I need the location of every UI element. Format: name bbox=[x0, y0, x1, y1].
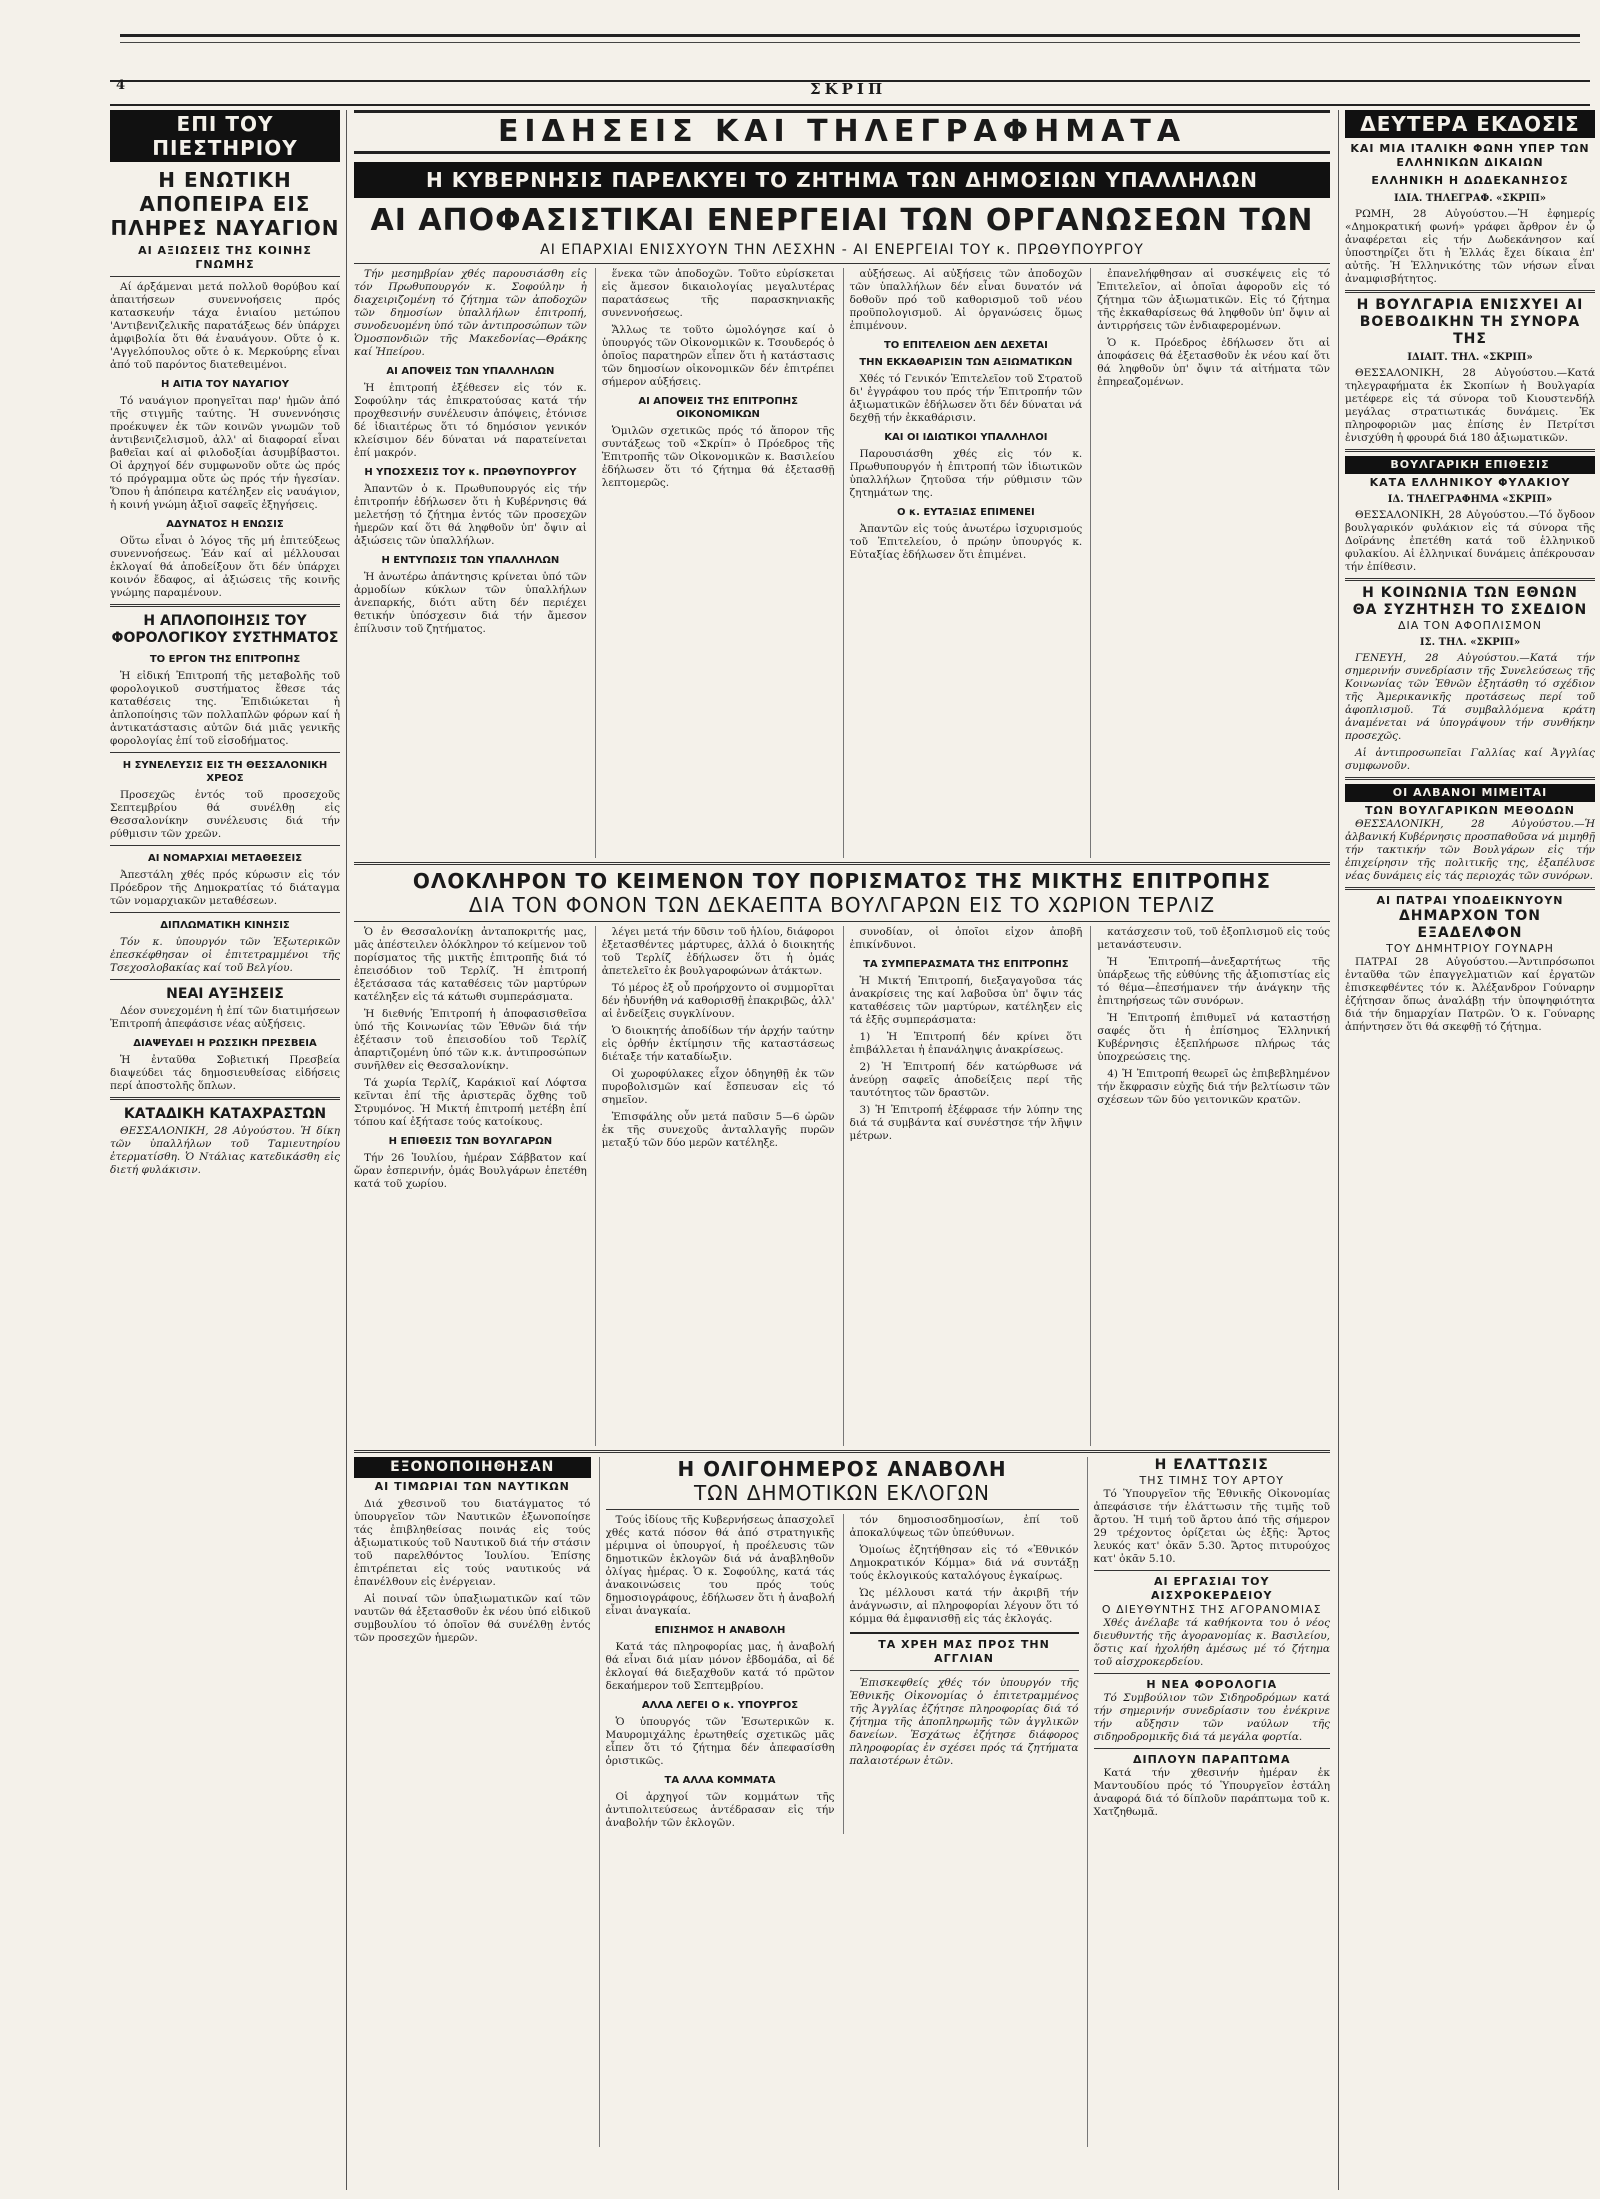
story-1-sub-7: Ο κ. ΕΥΤΑΞΙΑΣ ΕΠΙΜΕΝΕΙ bbox=[897, 507, 1035, 518]
right-title-5: ΒΟΥΛΓΑΡΙΚΗ ΕΠΙΘΕΣΙΣ bbox=[1345, 456, 1595, 474]
story-2-p16: Ἡ Ἐπιτροπή—ἀνεξαρτήτως τῆς ὑπάρξεως τῆς εὐθύνης τῆς ἀξιοπιστίας εἰς τό θέμα—ἐπεσήμανεν τήν ἀνάγκην τῆς ἐπιτηρήσεως τῶν συνόρων. bbox=[1097, 956, 1330, 1007]
paper-name: ΣΚΡΙΠ bbox=[810, 80, 887, 98]
right-para-1: ΡΩΜΗ, 28 Αὐγούστου.—Ἡ ἐφημερίς «Δημοκρατική φωνή» γράφει ἄρθρον ἐν ᾧ ἀναφέρεται εἰς τήν Δωδεκάνησον καί ὑποστηρίζει ὅτι ἡ Ἑλλάς ἔχει δίκαια ἐπ' αὐτῆς. Ἡ Ἑλληνικότης τῶν νήσων εἶναι ἀναμφισβήτητος. bbox=[1345, 208, 1595, 285]
story-1-col-4 bbox=[1090, 268, 1330, 858]
left-para-8: Δέον συνεχομένη ἡ ἐπί τῶν διατιμήσεων Ἐπιτροπή ἀπεφάσισε νέας αὐξήσεις. bbox=[110, 1005, 340, 1030]
right-title-7: ΟΙ ΑΛΒΑΝΟΙ ΜΙΜΕΙΤΑΙ bbox=[1345, 784, 1595, 802]
top-rule-thin bbox=[120, 42, 1580, 43]
story-1-sub-5b: ΤΗΝ ΕΚΚΑΘΑΡΙΣΙΝ ΤΩΝ ΑΞΙΩΜΑΤΙΚΩΝ bbox=[859, 357, 1073, 368]
left-title-2: Η ΕΝΩΤΙΚΗ ΑΠΟΠΕΙΡΑ ΕΙΣ ΠΛΗΡΕΣ ΝΑΥΑΓΙΟΝ bbox=[110, 168, 340, 240]
elections-sub-3: ΤΑ ΑΛΛΑ ΚΟΜΜΑΤΑ bbox=[664, 1775, 776, 1786]
left-sub-2: ΑΔΥΝΑΤΟΣ Η ΕΝΩΣΙΣ bbox=[166, 519, 284, 530]
right-para-3: ΘΕΣΣΑΛΟΝΙΚΗ, 28 Αὐγούστου.—Τό ὄγδοον βουλγαρικόν φυλάκιον εἰς τά σύνορα τῆς Δοϊράνης ἐπετέθη κατά τοῦ ἑλληνικοῦ φυλακίου. Αἱ ἑλληνικαί δυνάμεις ἀπέκρουσαν τήν ἐπίθεσιν. bbox=[1345, 509, 1595, 573]
story-1-p6: Ἄλλως τε τοῦτο ὡμολόγησε καί ὁ ὑπουργός τῶν Οἰκονομικῶν κ. Τσουδερός ὁ ὁποῖος παρατηρῶν εἶπεν ὅτι ἡ κατάστασις τῶν δημοσίων οἰκονομικῶν δέν ἐπιτρέπει σήμερον αὐξήσεις. bbox=[601, 324, 835, 388]
left-para-5: Προσεχῶς ἐντός τοῦ προσεχοῦς Σεπτεμβρίου θά συνέλθῃ εἰς Θεσσαλονίκην συνέλευσις διά τήν ρύθμισιν τῶν χρεῶν. bbox=[110, 789, 340, 840]
offense-p1: Κατά τήν χθεσινήν ἡμέραν ἐκ Μαντουδίου πρός τό Ὑπουργεῖον ἐστάλη ἀναφορά διά τό δίπλοῦν παράπτωμα τοῦ κ. Χατζηθωμᾶ. bbox=[1093, 1767, 1330, 1818]
elections-head-2: ΤΩΝ ΔΗΜΟΤΙΚΩΝ ΕΚΛΟΓΩΝ bbox=[694, 1481, 990, 1505]
story-1-sub-5: ΤΟ ΕΠΙΤΕΛΕΙΟΝ ΔΕΝ ΔΕΧΕΤΑΙ bbox=[883, 340, 1048, 351]
tax-p1: Τό Συμβούλιον τῶν Σιδηροδρόμων κατά τήν σημερινήν συνεδρίασιν του ἐνέκρινε τήν αὔξησιν τῶν ναύλων τῆς σιδηροδρομικῆς διά τά μεγάλα φορτία. bbox=[1093, 1692, 1330, 1743]
debts-p1: Ἐπισκεφθείς χθές τόν ὑπουργόν τῆς Ἐθνικῆς Οἰκονομίας ὁ ἐπιτετραμμένος τῆς Ἀγγλίας ἐζήτησε πληροφορίας διά τό ζήτημα τῆς ἀποπληρωμῆς τῶν ἀγγλικῶν δανείων. Ἐσχάτως ἐζήτησε διάφορος πληροφορίας ἐν σχέσει πρός τά ζητήματα παλαιοτέρων ἐτῶν. bbox=[849, 1677, 1079, 1767]
right-para-5: ΘΕΣΣΑΛΟΝΙΚΗ, 28 Αὐγούστου.—Ἡ ἀλβανική Κυβέρνησις προσπαθοῦσα νά μιμηθῇ τήν τακτικήν τῶν Βουλγάρων εἰς τήν ἐπιχείρησιν τῆς πολιτικῆς της, ἐξαπέλυσε νέας δυνάμεις εἰς τάς περιοχάς τῶν συνόρων. bbox=[1345, 818, 1595, 882]
page-number: 4 bbox=[116, 78, 126, 93]
center-area bbox=[354, 110, 1330, 2190]
story-1-col-3 bbox=[843, 268, 1083, 858]
story-1-p9: Χθές τό Γενικόν Ἐπιτελεῖον τοῦ Στρατοῦ δι' ἐγγράφου του πρός τήν Ἐπιτροπήν τῶν ἀξιωματικῶν ἐδήλωσεν ὅτι δέν δύναται νά δεχθῇ τήν ἐκκαθάρισιν. bbox=[849, 373, 1083, 424]
story-1-lead: Τήν μεσημβρίαν χθές παρουσιάσθη εἰς τόν Πρωθυπουργόν κ. Σοφούλην ἡ διαχειριζομένη τό ζήτημα τῶν ἀποδοχῶν τῶν δημοσίων ὑπαλλήλων ἐπιτροπή, συνοδευομένη ὑπό τῶν ἀντιπροσώπων τῶν Ὁμοσπονδιῶν τῆς Μακεδονίας—Θράκης καί Ἠπείρου. bbox=[354, 268, 587, 358]
debts-head: ΤΑ ΧΡΕΗ ΜΑΣ ΠΡΟΣ ΤΗΝ ΑΓΓΛΙΑΝ bbox=[878, 1638, 1050, 1665]
center-head-5: ΔΙΑ ΤΟΝ ΦΟΝΟΝ ΤΩΝ ΔΕΚΑΕΠΤΑ ΒΟΥΛΓΑΡΩΝ ΕΙΣ ΤΟ ΧΩΡΙΟΝ ΤΕΡΛΙΖ bbox=[468, 893, 1216, 917]
right-para-4b: Αἱ ἀντιπροσωπεῖαι Γαλλίας καί Ἀγγλίας συμφωνοῦν. bbox=[1345, 747, 1595, 772]
story-2-p10: συνοδίαν, οἱ ὁποῖοι εἶχον ἀποβῆ ἐπικίνδυνοι. bbox=[849, 926, 1083, 951]
story-1-p12: ἐπανελήφθησαν αἱ συσκέψεις εἰς τό Ἐπιτελεῖον, αἱ ὁποῖαι ἀφοροῦν εἰς τό ζήτημα τῶν ἀξιωματικῶν. Εἰς τό ζήτημα τῆς ἐκκαθαρίσεως θά ληφθοῦν ὑπ' ὄψιν αἱ ἀντιρρήσεις τῶν ἐνδιαφερομένων. bbox=[1097, 268, 1330, 332]
newspaper-page bbox=[110, 20, 1595, 2190]
navy-head: ΕΞΟΝΟΠΟΙΗΘΗΣΑΝ bbox=[354, 1457, 591, 1478]
right-agency-2: ΙΔΙΑΙΤ. ΤΗΛ. «ΣΚΡΙΠ» bbox=[1407, 352, 1533, 363]
right-title-6c: ΔΙΑ ΤΟΝ ΑΦΟΠΛΙΣΜΟΝ bbox=[1397, 619, 1543, 632]
left-para-4: Ἡ εἰδική Ἐπιτροπή τῆς μεταβολῆς τοῦ φορολογικοῦ συστήματος ἔθεσε τάς καταθέσεις της. Ἐπιδιώκεται ἡ ἀπλοποίησις τῶν πολλαπλῶν φόρων καί ἡ ἀντικατάστασις αὐτῶν διά μιᾶς γενικῆς φορολογίας ἐπί τοῦ εἰσοδήματος. bbox=[110, 670, 340, 747]
story-2-sub-1: Η ΕΠΙΘΕΣΙΣ ΤΩΝ ΒΟΥΛΓΑΡΩΝ bbox=[388, 1136, 553, 1147]
left-sub-1: Η ΑΙΤΙΑ ΤΟΥ ΝΑΥΑΓΙΟΥ bbox=[160, 379, 290, 390]
center-head-4: ΟΛΟΚΛΗΡΟΝ ΤΟ ΚΕΙΜΕΝΟΝ ΤΟΥ ΠΟΡΙΣΜΑΤΟΣ ΤΗΣ ΜΙΚΤΗΣ ΕΠΙΤΡΟΠΗΣ bbox=[412, 869, 1272, 893]
left-column bbox=[110, 110, 347, 2190]
story-2-p3: Τά χωρία Τερλίζ, Καράκιοϊ καί Λόφτσα κεῖνται ἐπί τῆς ἀριστερᾶς ὄχθης τοῦ Στρυμόνος. Ἡ Μικτή ἐπιτροπή μετέβη ἐπί τόπου καί ἐξήτασε τούς κατοίκους. bbox=[354, 1077, 587, 1128]
right-title-7b: ΤΩΝ ΒΟΥΛΓΑΡΙΚΩΝ ΜΕΘΟΔΩΝ bbox=[1365, 804, 1575, 817]
story-1-p2: Ἡ ἐπιτροπή ἐξέθεσεν εἰς τόν κ. Σοφούλην τάς ἐπικρατούσας κατά τήν προχθεσινήν συνέλευσιν ἀπόψεις, ἐτόνισε δέ ἰδιαιτέρως ὅτι τό δημόσιον γενικόν κλείσιμον δέν δύναται νά παρατείνεται ἐπί μακρόν. bbox=[354, 382, 587, 459]
left-para-10: ΘΕΣΣΑΛΟΝΙΚΗ, 28 Αὐγούστου. Ἡ δίκη τῶν ὑπαλλήλων τοῦ Ταμιευτηρίου ἐτερματίσθη. Ὁ Ντάλιας κατεδικάσθη εἰς διετή φυλάκισιν. bbox=[110, 1125, 340, 1176]
center-head-3: ΑΙ ΕΠΑΡΧΙΑΙ ΕΝΙΣΧΥΟΥΝ ΤΗΝ ΛΕΣΧΗΝ - ΑΙ ΕΝΕΡΓΕΙΑΙ ΤΟΥ κ. ΠΡΩΘΥΠΟΥΡΓΟΥ bbox=[540, 242, 1144, 258]
left-title-3: ΑΙ ΑΞΙΩΣΕΙΣ ΤΗΣ ΚΟΙΝΗΣ ΓΝΩΜΗΣ bbox=[138, 244, 312, 271]
right-para-2: ΘΕΣΣΑΛΟΝΙΚΗ, 28 Αὐγούστου.—Κατά τηλεγραφήματα ἐκ Σκοπίων ἡ Βουλγαρία μετέφερε εἰς τά σύνορα τοῦ Κιουστενδήλ μεγάλας στρατιωτικάς δυνάμεις. Ἐκ πληροφοριῶν μας ἐπίσης ἐν Πετρίτσι ἐνισχύθη ἡ φρουρά διά 180 ἀξιωματικῶν. bbox=[1345, 367, 1595, 444]
elections-p7: Ὡς μέλλουσι κατά τήν ἀκριβῆ τήν ἀνάγνωσιν, αἱ πληροφορίαι λέγουν ὅτι τό κόμμα θά ἐμφανισθῇ εἰς τάς ἐκλογάς. bbox=[849, 1587, 1079, 1625]
left-title-5: Η ΣΥΝΕΛΕΥΣΙΣ ΕΙΣ ΤΗ ΘΕΣΣΑΛΟΝΙΚΗ ΧΡΕΟΣ bbox=[122, 760, 328, 784]
story-2-p6: Τό μέρος ἐξ οὗ προήρχοντο οἱ συμμορῖται δέν ἠδυνήθη νά καθορισθῇ ἐπακριβῶς, ἀλλ' αἱ ἐνδείξεις συγκλίνουν. bbox=[601, 982, 835, 1020]
right-title-3: ΕΛΛΗΝΙΚΗ Η ΔΩΔΕΚΑΝΗΣΟΣ bbox=[1371, 174, 1569, 187]
elections-sub-2: ΑΛΛΑ ΛΕΓΕΙ Ο κ. ΥΠΟΥΡΓΟΣ bbox=[641, 1700, 799, 1711]
elections-p4: Οἱ ἀρχηγοί τῶν κομμάτων τῆς ἀντιπολιτεύσεως ἀντέδρασαν εἰς τήν ἀναβολήν τῶν ἐκλογῶν. bbox=[605, 1791, 835, 1829]
story-1-p10: Παρουσιάσθη χθές εἰς τόν κ. Πρωθυπουργόν ἡ ἐπιτροπή τῶν ἰδιωτικῶν ὑπαλλήλων ζητοῦσα τήν ρύθμισιν τῶν ζητημάτων της. bbox=[849, 448, 1083, 499]
profiteer-head-2: Ο ΔΙΕΥΘΥΝΤΗΣ ΤΗΣ ΑΓΟΡΑΝΟΜΙΑΣ bbox=[1101, 1603, 1322, 1616]
story-1-p5: ἕνεκα τῶν ἀποδοχῶν. Τοῦτο εὑρίσκεται εἰς ἄμεσον δικαιολογίας μεγαλυτέρας παρατάσεως τῆς παρασκηνιακῆς συνεννοήσεως. bbox=[601, 268, 835, 319]
right-title-6: Η ΚΟΙΝΩΝΙΑ ΤΩΝ ΕΘΝΩΝ bbox=[1362, 585, 1578, 601]
center-head-1: Η ΚΥΒΕΡΝΗΣΙΣ ΠΑΡΕΛΚΥΕΙ ΤΟ ΖΗΤΗΜΑ ΤΩΝ ΔΗΜΟΣΙΩΝ ΥΠΑΛΛΗΛΩΝ bbox=[354, 162, 1330, 198]
left-title-1: ΕΠΙ ΤΟΥ ΠΙΕΣΤΗΡΙΟΥ bbox=[110, 110, 340, 162]
left-title-8: ΝΕΑΙ ΑΥΞΗΣΕΙΣ bbox=[166, 986, 284, 1002]
story-1-sub-3: Η ΕΝΤΥΠΩΣΙΣ ΤΩΝ ΥΠΑΛΛΗΛΩΝ bbox=[381, 555, 560, 566]
right-title-1: ΔΕΥΤΕΡΑ ΕΚΔΟΣΙΣ bbox=[1345, 110, 1595, 138]
story-2-p14: 3) Ἡ Ἐπιτροπή ἐξέφρασε τήν λύπην της διά τά συμβάντα καί συνέστησε τήν λῆψιν μέτρων. bbox=[849, 1104, 1083, 1142]
elections-head: Η ΟΛΙΓΟΗΜΕΡΟΣ ΑΝΑΒΟΛΗ bbox=[677, 1457, 1007, 1481]
story-1-sub-1: ΑΙ ΑΠΟΨΕΙΣ ΤΩΝ ΥΠΑΛΛΗΛΩΝ bbox=[386, 366, 555, 377]
right-column bbox=[1338, 110, 1595, 2190]
left-title-4: Η ΑΠΛΟΠΟΙΗΣΙΣ ΤΟΥ ΦΟΡΟΛΟΓΙΚΟΥ ΣΥΣΤΗΜΑΤΟΣ bbox=[111, 613, 339, 646]
story-2-p7: Ὁ διοικητής ἀποδίδων τήν ἀρχήν ταύτην εἰς ὀρθήν ἐκτίμησιν τῆς καταστάσεως διέταξε τήν καταδίωξιν. bbox=[601, 1025, 835, 1063]
left-title-9: ΔΙΑΨΕΥΔΕΙ Η ΡΩΣΣΙΚΗ ΠΡΕΣΒΕΙΑ bbox=[133, 1038, 317, 1049]
story-2-p15: κατάσχεσιν τοῦ, τοῦ ἐξοπλισμοῦ εἰς τούς μετανάστευσιν. bbox=[1097, 926, 1330, 951]
story-1-p4: Ἡ ἀνωτέρω ἀπάντησις κρίνεται ὑπό τῶν ἀρμοδίων κύκλων τῶν ὑπαλλήλων ἀνεπαρκής, διότι αὕτη δέν περιέχει θετικήν ὑπόσχεσιν διά τήν ἄμεσον ἐπίλυσιν τοῦ ζητήματος. bbox=[354, 571, 587, 635]
tax-head: Η ΝΕΑ ΦΟΡΟΛΟΓΙΑ bbox=[1146, 1678, 1278, 1691]
story-2-col-4 bbox=[1090, 926, 1330, 1446]
left-para-7: Τόν κ. ὑπουργόν τῶν Ἐξωτερικῶν ἐπεσκέφθησαν οἱ ἐπιτετραμμένοι τῆς Τσεχοσλοβακίας καί τοῦ Βελγίου. bbox=[110, 936, 340, 974]
left-para-3: Οὕτω εἶναι ὁ λόγος τῆς μή ἐπιτεύξεως συνεννοήσεως. Ἐάν καί αἱ μέλλουσαι ἐκλογαί θά ἀποδείξουν ὅτι δέν ὑπάρχει κοινόν ἔδαφος, αἱ ἀξιώσεις τῆς κοινῆς γνώμης παραμένουν. bbox=[110, 535, 340, 599]
story-2-sub-2: ΤΑ ΣΥΜΠΕΡΑΣΜΑΤΑ ΤΗΣ ΕΠΙΤΡΟΠΗΣ bbox=[863, 959, 1069, 970]
story-1-p13: Ὁ κ. Πρόεδρος ἐδήλωσεν ὅτι αἱ ἀποφάσεις θά ἐξετασθοῦν ἐκ νέου καί ὅτι θά ληφθοῦν ὑπ' ὄψιν τά αἰτήματα τῶν ἐπηρεαζομένων. bbox=[1097, 337, 1330, 388]
bottom-columns bbox=[354, 1457, 1330, 2147]
profiteer-head: ΑΙ ΕΡΓΑΣΙΑΙ ΤΟΥ ΑΙΣΧΡΟΚΕΡΔΕΙΟΥ bbox=[1150, 1575, 1273, 1602]
story-1-p11: Ἀπαντῶν εἰς τούς ἀνωτέρω ἰσχυρισμούς τοῦ Ἐπιτελείου, ὁ πρώην ὑπουργός κ. Εὐταξίας ἐδήλωσεν ὅτι ἐπιμένει. bbox=[849, 523, 1083, 561]
story-2-p18: 4) Ἡ Ἐπιτροπή θεωρεῖ ὡς ἐπιβεβλημένον τήν ἔκφρασιν εὐχῆς διά τήν βελτίωσιν τῶν σχέσεων τῶν δύο γειτονικῶν κρατῶν. bbox=[1097, 1068, 1330, 1106]
story-1-col-1 bbox=[354, 268, 587, 858]
right-title-4: Η ΒΟΥΛΓΑΡΙΑ ΕΝΙΣΧΥΕΙ ΑΙ ΒΟΕΒΟΔΙΚΗΝ ΤΗ ΣΥΝΟΡΑ ΤΗΣ bbox=[1356, 297, 1584, 347]
profiteer-p1: Χθές ἀνέλαβε τά καθήκοντα του ὁ νέος διευθυντής τῆς ἀγορανομίας κ. Βασιλείου, ὅστις καί ἠχολήθη ἀμέσως μέ τό ζήτημα τοῦ αἰσχροκερδείου. bbox=[1093, 1617, 1330, 1668]
story-1-p3: Ἀπαντῶν ὁ κ. Πρωθυπουργός εἰς τήν ἐπιτροπήν ἐδήλωσεν ὅτι ἡ Κυβέρνησις θά μελετήσῃ τό ζήτημα ἐντός τῶν προσεχῶν ἡμερῶν καί ὅτι θά ληφθοῦν ὑπ' ὄψιν αἱ ἀξιώσεις τῶν ὑπαλλήλων. bbox=[354, 483, 587, 547]
story-2-p11: Ἡ Μικτή Ἐπιτροπή, διεξαγαγοῦσα τάς ἀνακρίσεις της καί λαβοῦσα ὑπ' ὄψιν τάς καταθέσεις τῶν μαρτύρων, κατέληξεν εἰς τά ἑξῆς συμπεράσματα: bbox=[849, 975, 1083, 1026]
right-title-2: ΚΑΙ ΜΙΑ ΙΤΑΛΙΚΗ ΦΩΝΗ ΥΠΕΡ ΤΩΝ ΕΛΛΗΝΙΚΩΝ ΔΙΚΑΙΩΝ bbox=[1350, 142, 1590, 169]
right-agency-1: ΙΔΙΑ. ΤΗΛΕΓΡΑΦ. «ΣΚΡΙΠ» bbox=[1393, 193, 1547, 204]
elections-p1: Τούς ἰδίους τῆς Κυβερνήσεως ἀπασχολεῖ χθές κατά πόσον θά ἀπό στρατηγικῆς μέριμνα οἱ ὑπουργοί, ἡ προέλευσις τῶν δημοτικῶν ἐκλογῶν διά νά ἀναβληθοῦν ὀλίγας ἡμέρας. Ὁ κ. Σοφούλης, κατά τάς ἀνακοινώσεις του πρός τούς δημοσιογράφους, ἐδήλωσεν ὅτι ἡ ἀναβολή εἶναι ἀναγκαία. bbox=[605, 1514, 835, 1617]
left-para-6: Ἀπεστάλη χθές πρός κύρωσιν εἰς τόν Πρόεδρον τῆς Δημοκρατίας τό διάταγμα τῶν νομαρχιακῶν μεταθέσεων. bbox=[110, 869, 340, 907]
story-2-p12: 1) Ἡ Ἐπιτροπή δέν κρίνει ὅτι ἐπιβάλλεται ἡ ἐπανάληψις ἀνακρίσεως. bbox=[849, 1031, 1083, 1056]
story-1-sub-2: Η ΥΠΟΣΧΕΣΙΣ ΤΟΥ κ. ΠΡΩΘΥΠΟΥΡΓΟΥ bbox=[364, 467, 577, 478]
right-title-8b: ΔΗΜΑΡΧΟΝ ΤΟΝ ΕΞΑΔΕΛΦΟΝ bbox=[1398, 908, 1542, 941]
left-title-7: ΔΙΠΛΩΜΑΤΙΚΗ ΚΙΝΗΣΙΣ bbox=[160, 920, 290, 931]
story-2-p4: Τήν 26 Ἰουλίου, ἡμέραν Σάββατον καί ὥραν ἑσπερινήν, ὁμάς Βουλγάρων ἐπετέθη κατά τοῦ χωρίου. bbox=[354, 1152, 587, 1190]
story-2-p17: Ἡ Ἐπιτροπή ἐπιθυμεῖ νά καταστήσῃ σαφές ὅτι ἡ ἐπίσημος Ἑλληνική Κυβέρνησις ἐξεπλήρωσε πλήρως τάς ὑποχρεώσεις της. bbox=[1097, 1012, 1330, 1063]
story-1-p7: Ὁμιλῶν σχετικῶς πρός τό ἄπορον τῆς συντάξεως τοῦ «Σκρίπ» ὁ Πρόεδρος τῆς Ἐπιτροπῆς τῶν Οἰκονομικῶν κ. Βασιλείου ἐδήλωσεν ὅτι τό ζήτημα θά ἐξετασθῇ λεπτομερῶς. bbox=[601, 425, 835, 489]
bottom-col-1 bbox=[354, 1457, 591, 2147]
story-2-col-2 bbox=[595, 926, 835, 1446]
story-2-p13: 2) Ἡ Ἐπιτροπή δέν κατώρθωσε νά ἀνεύρῃ σαφεῖς ἀποδείξεις περί τῆς ταυτότητος τῶν δραστῶν. bbox=[849, 1061, 1083, 1099]
story-2-p2: Ἡ διεθνής Ἐπιτροπή ἡ ἀποφασισθεῖσα ὑπό τῆς Κοινωνίας τῶν Ἐθνῶν διά τήν ἐξέτασιν τοῦ ἐπεισοδίου τοῦ Τερλίζ ἀπαρτιζομένη ὑπό τῶν κ.κ. ἀντιπροσώπων συνῆλθεν εἰς Θεσσαλονίκην. bbox=[354, 1008, 587, 1072]
elections-p2: Κατά τάς πληροφορίας μας, ἡ ἀναβολή θά εἶναι διά μίαν μόνον ἑβδομάδα, αἱ δέ ἐκλογαί θά διεξαχθοῦν κατά τό πρῶτον δεκαήμερον τοῦ Σεπτεμβρίου. bbox=[605, 1641, 835, 1692]
offense-head: ΔΙΠΛΟΥΝ ΠΑΡΑΠΤΩΜΑ bbox=[1133, 1753, 1291, 1766]
right-title-5b: ΚΑΤΑ ΕΛΛΗΝΙΚΟΥ ΦΥΛΑΚΙΟΥ bbox=[1369, 476, 1571, 489]
elections-sub-1: ΕΠΙΣΗΜΟΣ Η ΑΝΑΒΟΛΗ bbox=[654, 1625, 786, 1636]
story-1-sub-6: ΚΑΙ ΟΙ ΙΔΙΩΤΙΚΟΙ ΥΠΑΛΛΗΛΟΙ bbox=[884, 432, 1048, 443]
bread-head: Η ΕΛΑΤΤΩΣΙΣ bbox=[1154, 1457, 1269, 1473]
left-para-1: Αί άρξάμεναι μετά πολλοῦ θορύβου καί ἀπαιτήσεων συνεννοήσεις πρός κατασκευήν τάχα ἑνιαίου μετώπου 'Αντιβενιζελικῆς παρατάξεως δέν ὑπάρχει ἀμφιβολία ὅτι θά ἐναυάγουν. Οὔτε ὁ κ. 'Αγγελόπουλος οὔτε ὁ κ. Μερκούρης εἶναι ἀπό τοῦ παρόντος διατεθειμένοι. bbox=[110, 281, 340, 371]
right-para-6: ΠΑΤΡΑΙ 28 Αὐγούστου.—Ἀντιπρόσωποι ἐνταῦθα τῶν ἐπαγγελματιῶν καί ἐργατῶν ἐπισκεφθέντες τόν κ. Ἀλέξανδρον Γούναρην ἐζήτησαν ὅπως ἀναλάβῃ τήν ὑποψηφιότητα διά τήν δημαρχίαν Πατρῶν. Ὁ κ. Γούναρης ἀπήντησεν ὅτι θά σκεφθῇ τό ζήτημα. bbox=[1345, 956, 1595, 1033]
right-agency-4: ΙΣ. ΤΗΛ. «ΣΚΡΙΠ» bbox=[1419, 637, 1521, 648]
center-head-2: ΑΙ ΑΠΟΦΑΣΙΣΤΙΚΑΙ ΕΝΕΡΓΕΙΑΙ ΤΩΝ ΟΡΓΑΝΩΣΕΩΝ ΤΩΝ bbox=[370, 203, 1314, 238]
elections-p5: τόν δημοσιοσδημοσίων, ἐπί τοῦ ἀποκαλύψεως τῶν ὑπεύθυνων. bbox=[849, 1514, 1079, 1539]
bread-head-2: ΤΗΣ ΤΙΜΗΣ ΤΟΥ ΑΡΤΟΥ bbox=[1139, 1474, 1284, 1487]
right-agency-3: ΙΔ. ΤΗΛΕΓΡΑΦΗΜΑ «ΣΚΡΙΠ» bbox=[1387, 494, 1553, 505]
center-banner: ΕΙΔΗΣΕΙΣ ΚΑΙ ΤΗΛΕΓΡΑΦΗΜΑΤΑ bbox=[354, 110, 1330, 154]
story-2-p9: Ἐπισφάλης οὖν μετά παῦσιν 5—6 ὡρῶν ἐκ τῆς συνεχοῦς ἀνταλλαγῆς πυρῶν μεταξύ τῶν δύο μερῶν κατέληξε. bbox=[601, 1111, 835, 1149]
story-2-col-1 bbox=[354, 926, 587, 1446]
story-2-p8: Οἱ χωροφύλακες εἶχον ὁδηγηθῇ ἐκ τῶν πυροβολισμῶν καί ἔσπευσαν εἰς τό σημεῖον. bbox=[601, 1068, 835, 1106]
story-2-p5: λέγει μετά τήν δῦσιν τοῦ ἡλίου, διάφοροι ἐξετασθέντες μάρτυρες, ἀλλά ὁ διοικητής τοῦ Τερλίζ ἐδήλωσεν ὅτι ἡ ὁμάς ἀπετελεῖτο ἐκ βουλγαροφώνων ἀτάκτων. bbox=[601, 926, 835, 977]
bottom-col-2 bbox=[599, 1457, 1079, 2147]
left-para-9: Ἡ ἐνταῦθα Σοβιετική Πρεσβεία διαψεύδει τάς δημοσιευθείσας εἰδήσεις περί ἀποστολῆς ὅπλων. bbox=[110, 1054, 340, 1092]
story-2-p1: Ὁ ἐν Θεσσαλονίκῃ ἀνταποκριτής μας, μᾶς ἀπέστειλεν ὁλόκληρον τό κείμενον τοῦ πορίσματος τῆς μικτῆς ἐπιτροπῆς διά τό ἐπεισόδιον τοῦ Τερλίζ. Ἡ ἐπιτροπή ἐξετάσασα τάς καταθέσεις τῶν μαρτύρων κατέληξεν εἰς τά κάτωθι συμπεράσματα. bbox=[354, 926, 587, 1003]
navy-head-2: ΑΙ ΤΙΜΩΡΙΑΙ ΤΩΝ ΝΑΥΤΙΚΩΝ bbox=[374, 1480, 570, 1493]
left-title-10: ΚΑΤΑΔΙΚΗ ΚΑΤΑΧΡΑΣΤΩΝ bbox=[123, 1106, 327, 1122]
story-1-col-2 bbox=[595, 268, 835, 858]
bottom-col-3 bbox=[1087, 1457, 1331, 2147]
right-para-4: ΓΕΝΕΥΗ, 28 Αὐγούστου.—Κατά τήν σημερινήν συνεδρίασιν τῆς Συνελεύσεως τῆς Κοινωνίας τῶν Ἐθνῶν ἐξητάσθη τό σχέδιον τῆς Ἀμερικανικῆς προτάσεως περί τοῦ ἀφοπλισμοῦ. Τά συμβαλλόμενα κράτη ἀναμένεται νά ὑπογράψουν τήν συνθήκην προσεχῶς. bbox=[1345, 652, 1595, 742]
left-title-4b: ΤΟ ΕΡΓΟΝ ΤΗΣ ΕΠΙΤΡΟΠΗΣ bbox=[149, 654, 301, 665]
story-1-columns bbox=[354, 268, 1330, 858]
right-title-6b: ΘΑ ΣΥΖΗΤΗΣΗ ΤΟ ΣΧΕΔΙΟΝ bbox=[1352, 602, 1588, 618]
left-para-2: Τό ναυάγιον προηγεῖται παρ' ἡμῶν ἀπό τῆς στιγμῆς ταύτης. Ἡ συνεννόησις προέκυψεν ἐκ τῶν κοινῶν γνωμῶν τοῦ ἀντιβενιζελισμοῦ, ἀλλ' αἱ διαφοραί εἶναι βαθεῖαι καί αἱ φιλοδοξίαι ἀσυμβίβαστοι. Οἱ ἀρχηγοί δέν συμφωνοῦν οὔτε ὡς πρός τό πρόγραμμα οὔτε ὡς πρός τήν ἡγεσίαν. Ὅπου ἡ ἀπόπειρα κατέληξεν εἰς ναυάγιον, ἡ κοινή γνώμη ἀξιοῖ σαφεῖς ἐξηγήσεις. bbox=[110, 395, 340, 511]
story-2-col-3 bbox=[843, 926, 1083, 1446]
elections-p3: Ὁ ὑπουργός τῶν Ἐσωτερικῶν κ. Μαυρομιχάλης ἐρωτηθείς σχετικῶς μᾶς εἶπεν ὅτι τό ζήτημα δέν ἀπεφασίσθη ὁριστικῶς. bbox=[605, 1716, 835, 1767]
story-1-p8: αὐξήσεως. Αἱ αὐξήσεις τῶν ἀποδοχῶν τῶν ὑπαλλήλων δέν εἶναι δυνατόν νά δοθοῦν πρό τοῦ καθορισμοῦ τοῦ νέου προϋπολογισμοῦ. Αἱ ὀργανώσεις ὅμως ἐπιμένουν. bbox=[849, 268, 1083, 332]
left-title-6: ΑΙ ΝΟΜΑΡΧΙΑΙ ΜΕΤΑΘΕΣΕΙΣ bbox=[147, 853, 303, 864]
top-rule bbox=[120, 34, 1580, 37]
bread-p1: Τό Ὑπουργεῖον τῆς Ἐθνικῆς Οἰκονομίας ἀπεφάσισε τήν ἐλάττωσιν τῆς τιμῆς τοῦ ἄρτου. Ἡ τιμή τοῦ ἄρτου ἀπό τῆς σήμερον 29 τρέχοντος ὁρίζεται ὡς ἑξῆς: Ἄρτος λευκός κατ' ὀκᾶν 5.30. Ἄρτος πιτυρούχος κατ' ὀκᾶν 5.10. bbox=[1093, 1488, 1330, 1565]
elections-p6: Ὁμοίως ἐζητήθησαν εἰς τό «Ἐθνικόν Δημοκρατικόν Κόμμα» διά νά συντάξῃ τούς ἐκλογικούς καταλόγους ἐγκαίρως. bbox=[849, 1544, 1079, 1582]
story-2-columns bbox=[354, 926, 1330, 1446]
right-title-8: ΑΙ ΠΑΤΡΑΙ ΥΠΟΔΕΙΚΝΥΟΥΝ bbox=[1376, 894, 1564, 907]
right-title-8c: ΤΟΥ ΔΗΜΗΤΡΙΟΥ ΓΟΥΝΑΡΗ bbox=[1386, 942, 1554, 955]
navy-p2: Αἱ ποιναί τῶν ὑπαξιωματικῶν καί τῶν ναυτῶν θά ἐξετασθοῦν ἐκ νέου ὑπό εἰδικοῦ συμβουλίου τό ὁποῖον θά συνέλθῃ ἐντός τῶν προσεχῶν ἡμερῶν. bbox=[354, 1593, 591, 1644]
navy-p1: Διά χθεσινοῦ του διατάγματος τό ὑπουργεῖον τῶν Ναυτικῶν ἐξωνοποίησε τάς ἐπιβληθείσας ποινάς εἰς τούς ἀξιωματικούς τοῦ Ναυτικοῦ διά τήν στάσιν τοῦ παρελθόντος Ἰουλίου. Ἐπίσης ἐπιτρέπεται εἰς τούς ναυτικούς νά ἐπανέλθουν εἰς ἐνέργειαν. bbox=[354, 1498, 591, 1588]
story-1-sub-4: ΑΙ ΑΠΟΨΕΙΣ ΤΗΣ ΕΠΙΤΡΟΠΗΣ ΟΙΚΟΝΟΜΙΚΩΝ bbox=[638, 396, 798, 420]
